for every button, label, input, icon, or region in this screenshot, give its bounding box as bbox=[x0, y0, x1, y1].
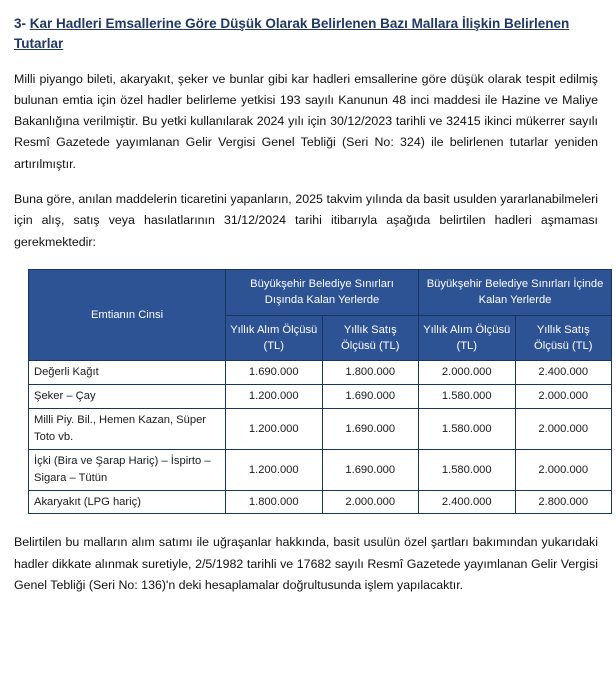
row-outside-buy: 1.200.000 bbox=[226, 449, 323, 490]
page-title bbox=[14, 14, 598, 55]
row-inside-sell: 2.400.000 bbox=[515, 361, 612, 385]
table-row bbox=[29, 408, 612, 449]
row-outside-buy: 1.800.000 bbox=[226, 490, 323, 514]
row-item-name: Değerli Kağıt bbox=[29, 361, 226, 385]
row-inside-buy: 2.000.000 bbox=[419, 361, 516, 385]
table-body bbox=[29, 361, 612, 514]
rates-table bbox=[28, 269, 612, 514]
page-bottom-spacer bbox=[14, 610, 598, 614]
table-row bbox=[29, 449, 612, 490]
row-outside-sell: 2.000.000 bbox=[322, 490, 419, 514]
row-inside-buy: 1.580.000 bbox=[419, 384, 516, 408]
row-inside-buy: 2.400.000 bbox=[419, 490, 516, 514]
row-inside-sell: 2.800.000 bbox=[515, 490, 612, 514]
row-inside-sell: 2.000.000 bbox=[515, 408, 612, 449]
row-inside-buy: 1.580.000 bbox=[419, 449, 516, 490]
row-outside-sell: 1.690.000 bbox=[322, 384, 419, 408]
header-item-type: Emtianın Cinsi bbox=[29, 270, 226, 361]
header-group-inside: Büyükşehir Belediye Sınırları İçinde Kalan Yerlerde bbox=[419, 270, 612, 315]
header-inside-buy: Yıllık Alım Ölçüsü (TL) bbox=[419, 315, 516, 360]
table-row bbox=[29, 384, 612, 408]
row-item-name: İçki (Bira ve Şarap Hariç) – İspirto – Sigara – Tütün bbox=[29, 449, 226, 490]
row-inside-buy: 1.580.000 bbox=[419, 408, 516, 449]
row-outside-buy: 1.200.000 bbox=[226, 384, 323, 408]
row-outside-buy: 1.690.000 bbox=[226, 361, 323, 385]
row-outside-sell: 1.690.000 bbox=[322, 449, 419, 490]
header-outside-buy: Yıllık Alım Ölçüsü (TL) bbox=[226, 315, 323, 360]
heading-title: Kar Hadleri Emsallerine Göre Düşük Olarak Belirlenen Bazı Mallara İlişkin Belirlenen Tutarlar bbox=[14, 16, 570, 52]
row-item-name: Milli Piy. Bil., Hemen Kazan, Süper Toto vb. bbox=[29, 408, 226, 449]
row-inside-sell: 2.000.000 bbox=[515, 449, 612, 490]
row-inside-sell: 2.000.000 bbox=[515, 384, 612, 408]
row-item-name: Şeker – Çay bbox=[29, 384, 226, 408]
table-head bbox=[29, 270, 612, 361]
heading-number: 3- bbox=[14, 16, 30, 31]
header-inside-sell: Yıllık Satış Ölçüsü (TL) bbox=[515, 315, 612, 360]
row-outside-sell: 1.690.000 bbox=[322, 408, 419, 449]
row-outside-sell: 1.800.000 bbox=[322, 361, 419, 385]
header-group-outside: Büyükşehir Belediye Sınırları Dışında Kalan Yerlerde bbox=[226, 270, 419, 315]
paragraph-2: Buna göre, anılan maddelerin ticaretini yapanların, 2025 takvim yılında da basit usulden yararlanabilmeleri için alış, satış veya hasılatlarının 31/12/2024 tarihi itibarıyla aşağıda belirtilen hadleri aşmaması gerekmektedir: bbox=[14, 192, 598, 249]
row-item-name: Akaryakıt (LPG hariç) bbox=[29, 490, 226, 514]
header-outside-sell: Yıllık Satış Ölçüsü (TL) bbox=[322, 315, 419, 360]
table-row bbox=[29, 361, 612, 385]
row-outside-buy: 1.200.000 bbox=[226, 408, 323, 449]
table-header-row-1 bbox=[29, 270, 612, 315]
table-row bbox=[29, 490, 612, 514]
paragraph-3: Belirtilen bu malların alım satımı ile uğraşanlar hakkında, basit usulün özel şartları bakımından yukarıdaki hadler dikkate alınmak suretiyle, 2/5/1982 tarihli ve 17682 sayılı Resmî Gazetede yayımlanan Gelir Vergisi Genel Tebliği (Seri No: 136)'n deki hesaplamalar doğrultusunda işlem yapılacaktır. bbox=[14, 535, 598, 593]
paragraph-1: Milli piyango bileti, akaryakıt, şeker ve bunlar gibi kar hadleri emsallerine göre düşük olarak tespit edilmiş bulunan emtia için özel hadler belirleme yetkisi 193 sayılı Kanunun 48 inci maddesi ile Hazine ve Maliye Bakanlığına verilmiştir. Bu yetki kullanılarak 2024 yılı için 30/12/2023 tarihli ve 32415 ikinci mükerrer sayılı Resmî Gazetede yayımlanan Gelir Vergisi Genel Tebliği (Seri No: 324) ile belirlenen tutarlar yeniden artırılmıştır. bbox=[14, 71, 598, 171]
